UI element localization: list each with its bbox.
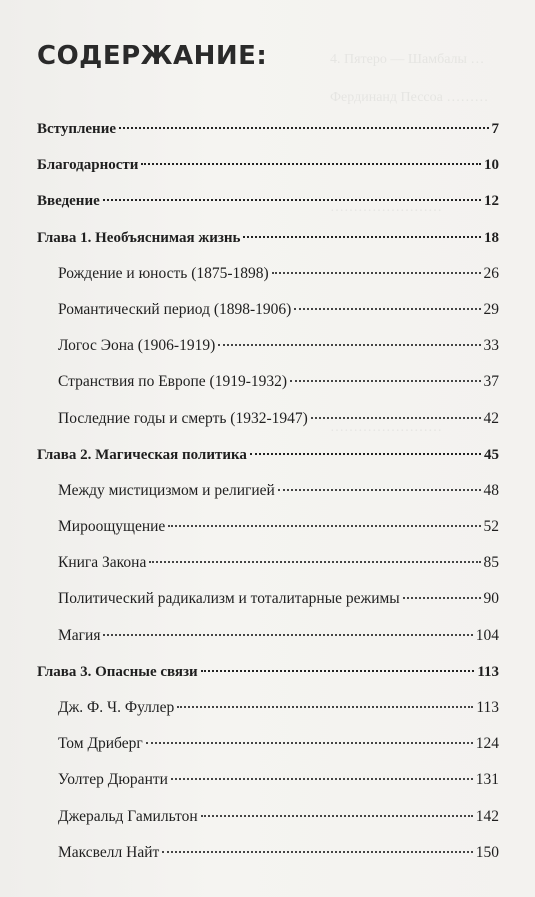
dot-leader — [272, 272, 481, 274]
dot-leader — [162, 851, 472, 853]
toc-entry-label: Странствия по Европе (1919-1932) — [58, 373, 288, 391]
toc-entry-label: Благодарности — [37, 157, 139, 174]
page-title: СОДЕРЖАНИЕ: — [37, 41, 268, 71]
toc-entry-label: Мироощущение — [58, 518, 166, 536]
dot-leader — [141, 163, 481, 165]
dot-leader — [146, 742, 473, 744]
toc-chapter-entry — [37, 147, 499, 183]
toc-entry-label: Рождение и юность (1875-1898) — [58, 264, 269, 282]
toc-entry-page-number: 142 — [475, 807, 499, 825]
dot-leader — [171, 778, 473, 780]
table-of-contents — [37, 111, 499, 871]
dot-leader — [103, 634, 472, 636]
toc-section-entry — [37, 690, 499, 726]
toc-entry-page-number: 42 — [483, 409, 499, 427]
toc-entry-page-number: 18 — [484, 229, 499, 246]
toc-section-entry — [37, 618, 499, 654]
toc-entry-label: Логос Эона (1906-1919) — [58, 337, 216, 355]
toc-section-entry — [37, 509, 499, 545]
dot-leader — [294, 308, 480, 310]
bleed-through-text: …………………… — [330, 200, 442, 215]
dot-leader — [149, 561, 480, 563]
toc-entry-label: Магия — [58, 626, 101, 644]
toc-entry-label: Введение — [37, 193, 100, 210]
dot-leader — [119, 127, 489, 129]
toc-chapter-entry — [37, 220, 499, 256]
toc-entry-page-number: 48 — [483, 481, 499, 499]
toc-chapter-entry — [37, 437, 499, 473]
toc-entry-label: Дж. Ф. Ч. Фуллер — [58, 699, 175, 716]
toc-section-entry — [37, 545, 499, 581]
toc-entry-label: Максвелл Найт — [58, 843, 160, 861]
toc-entry-page-number: 113 — [476, 699, 499, 716]
toc-entry-page-number: 85 — [483, 554, 499, 572]
dot-leader — [311, 417, 481, 419]
toc-entry-label: Политический радикализм и тоталитарные режимы — [58, 590, 400, 608]
toc-section-entry — [37, 799, 499, 835]
toc-entry-page-number: 26 — [483, 264, 499, 282]
toc-entry-label: Книга Закона — [58, 554, 147, 572]
toc-entry-page-number: 7 — [491, 121, 499, 137]
dot-leader — [201, 815, 473, 817]
toc-entry-label: Джеральд Гамильтон — [58, 807, 198, 825]
toc-entry-label: Между мистицизмом и религией — [58, 481, 275, 499]
toc-entry-page-number: 37 — [483, 373, 499, 391]
dot-leader — [201, 670, 475, 672]
toc-entry-label: Последние годы и смерть (1932-1947) — [58, 409, 308, 427]
toc-chapter-entry — [37, 183, 499, 219]
dot-leader — [168, 525, 480, 527]
toc-section-entry — [37, 762, 499, 798]
toc-entry-label: Том Дриберг — [58, 735, 143, 753]
toc-section-entry — [37, 581, 499, 617]
dot-leader — [278, 489, 481, 491]
dot-leader — [243, 236, 481, 238]
toc-entry-label: Романтический период (1898-1906) — [58, 300, 292, 318]
toc-entry-page-number: 131 — [475, 771, 499, 789]
dot-leader — [218, 344, 480, 346]
toc-section-entry — [37, 328, 499, 364]
toc-section-entry — [37, 364, 499, 400]
dot-leader — [403, 597, 481, 599]
toc-entry-label: Уолтер Дюранти — [58, 771, 168, 789]
toc-section-entry — [37, 292, 499, 328]
toc-section-entry — [37, 401, 499, 437]
toc-entry-page-number: 113 — [477, 663, 499, 680]
dot-leader — [290, 380, 480, 382]
bleed-through-text: …………………… — [330, 420, 442, 435]
toc-entry-page-number: 150 — [475, 843, 499, 861]
toc-entry-page-number: 45 — [484, 446, 499, 463]
toc-entry-page-number: 10 — [484, 157, 499, 174]
toc-entry-page-number: 12 — [484, 193, 499, 210]
toc-entry-page-number: 52 — [483, 518, 499, 536]
toc-section-entry — [37, 256, 499, 292]
toc-entry-page-number: 90 — [483, 590, 499, 608]
toc-section-entry — [37, 473, 499, 509]
toc-chapter-entry — [37, 654, 499, 690]
toc-entry-page-number: 33 — [483, 337, 499, 355]
dot-leader — [103, 199, 481, 201]
bleed-through-text: Фердинанд Пессоа ……… — [330, 90, 489, 105]
toc-entry-label: Глава 1. Необъяснимая жизнь — [37, 229, 241, 246]
toc-section-entry — [37, 835, 499, 871]
dot-leader — [250, 453, 481, 455]
toc-entry-page-number: 104 — [475, 626, 499, 644]
toc-entry-page-number: 29 — [483, 300, 499, 318]
toc-entry-page-number: 124 — [475, 735, 499, 753]
toc-section-entry — [37, 726, 499, 762]
bleed-through-text: 4. Пятеро — Шамбалы … — [330, 52, 485, 67]
toc-chapter-entry — [37, 111, 499, 147]
dot-leader — [177, 706, 473, 708]
toc-entry-label: Вступление — [37, 121, 116, 137]
toc-entry-label: Глава 3. Опасные связи — [37, 663, 198, 680]
toc-entry-label: Глава 2. Магическая политика — [37, 446, 247, 463]
